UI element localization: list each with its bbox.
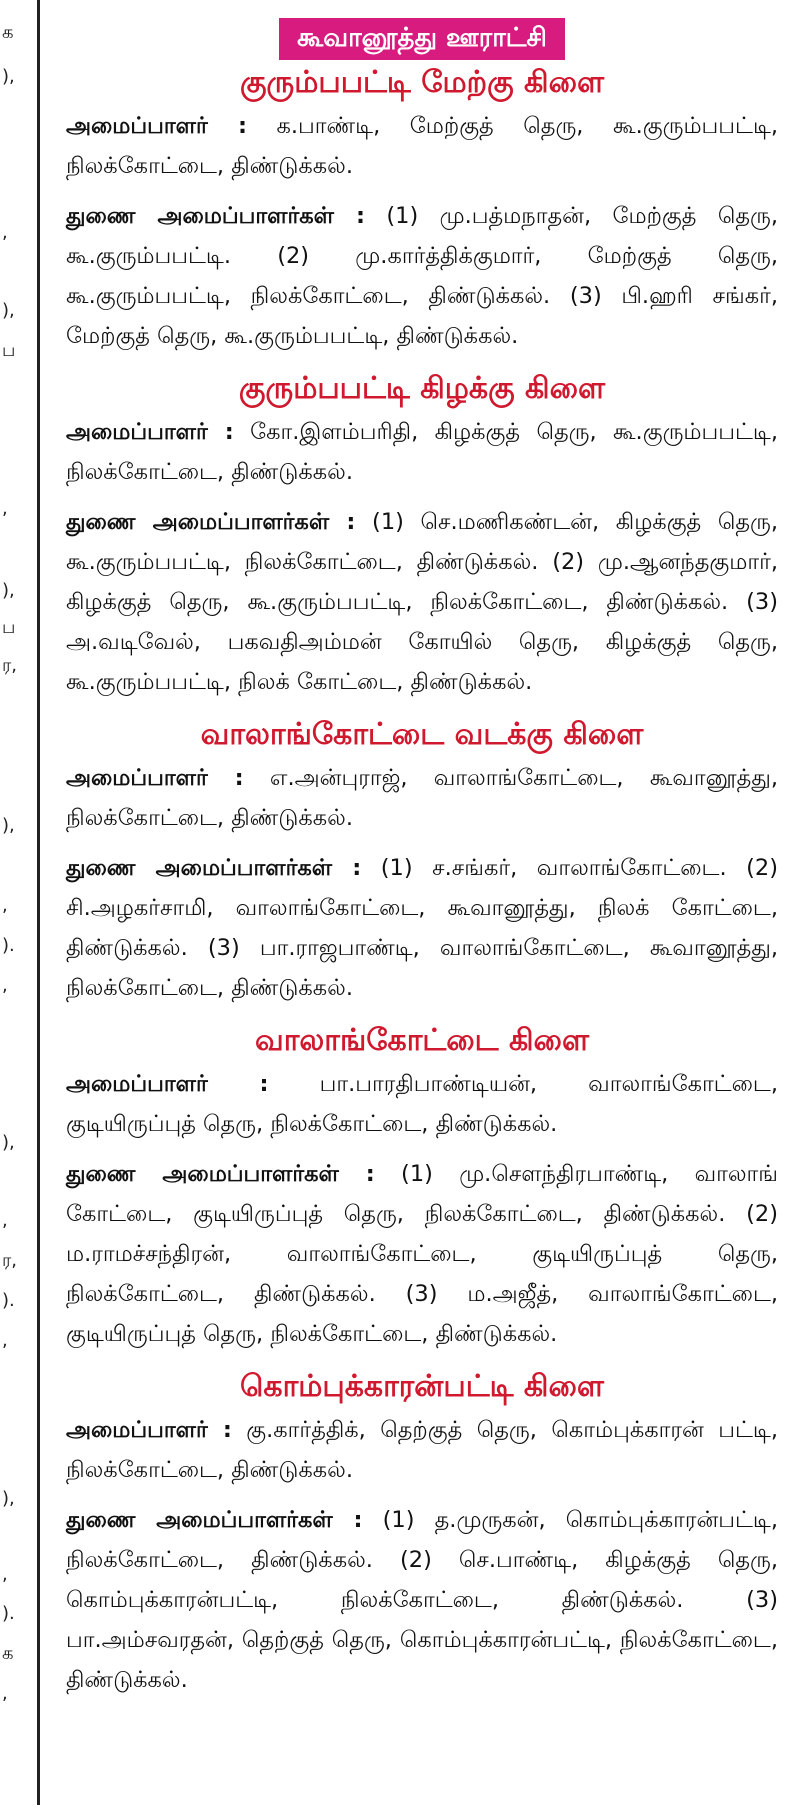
fragment: ).: [2, 1603, 15, 1624]
fragment: ).: [2, 935, 15, 956]
deputy-paragraph: [66, 1500, 778, 1700]
banner-wrap: [66, 18, 778, 60]
organizer-label: அமைப்பாளர் :: [66, 1417, 232, 1443]
fragment: ),: [2, 1132, 15, 1153]
fragment: ப: [2, 617, 16, 638]
organizer-text: க.பாண்டி, மேற்குத் தெரு, கூ.குரும்பபட்டி, நிலக்கோட்டை, திண்டுக்கல்.: [66, 113, 778, 179]
branch-heading: குரும்பபட்டி கிழக்கு கிளை: [238, 371, 606, 406]
fragment: ,: [2, 975, 8, 996]
fragment: க: [2, 22, 14, 43]
deputy-paragraph: [66, 196, 778, 356]
organizer-paragraph: [66, 1410, 778, 1490]
organizer-paragraph: [66, 412, 778, 492]
fragment: ).: [2, 1290, 15, 1311]
organizer-paragraph: [66, 758, 778, 838]
branch-heading: வாலாங்கோட்டை கிளை: [254, 1023, 590, 1058]
fragment: ),: [2, 66, 15, 87]
fragment: ,: [2, 1683, 8, 1704]
fragment: ),: [2, 300, 15, 321]
organizer-text: கோ.இளம்பரிதி, கிழக்குத் தெரு, கூ.குரும்பபட்டி, நிலக்கோட்டை, திண்டுக்கல்.: [66, 419, 778, 485]
branch-section: [66, 60, 778, 356]
deputy-text: (1) த.முருகன், கொம்புக்காரன்பட்டி, நிலக்கோட்டை, திண்டுக்கல். (2) செ.பாண்டி, கிழக்குத் தெரு, கொம்புக்காரன்பட்டி, நிலக்கோட்டை, திண்டுக்கல். (3) பா.அம்சவரதன், தெற்குத் தெரு, கொம்புக்காரன்பட்டி, நிலக்கோட்டை, திண்டுக்கல்.: [66, 1507, 778, 1693]
fragment: ),: [2, 815, 15, 836]
deputy-text: (1) ச.சங்கர், வாலாங்கோட்டை. (2) சி.அழகர்சாமி, வாலாங்கோட்டை, கூவானூத்து, நிலக் கோட்டை, திண்டுக்கல். (3) பா.ராஜபாண்டி, வாலாங்கோட்டை, கூவானூத்து, நிலக்கோட்டை, திண்டுக்கல்.: [66, 855, 778, 1001]
branch-heading: கொம்புக்காரன்பட்டி கிளை: [240, 1369, 604, 1404]
fragment: ,: [2, 1564, 8, 1585]
deputy-text: (1) மு.பத்மநாதன், மேற்குத் தெரு, கூ.குரும்பபட்டி. (2) மு.கார்த்திக்குமார், மேற்குத் தெரு, கூ.குரும்பபட்டி, நிலக்கோட்டை, திண்டுக்கல். (3) பி.ஹரி சங்கர், மேற்குத் தெரு, கூ.குரும்பபட்டி, திண்டுக்கல்.: [66, 203, 778, 349]
deputy-text: (1) செ.மணிகண்டன், கிழக்குத் தெரு, கூ.குரும்பபட்டி, நிலக்கோட்டை, திண்டுக்கல். (2) மு.ஆனந்தகுமார், கிழக்குத் தெரு, கூ.குரும்பபட்டி, நிலக்கோட்டை, திண்டுக்கல். (3) அ.வடிவேல், பகவதிஅம்மன் கோயில் தெரு, கிழக்குத் தெரு, கூ.குரும்பபட்டி, நிலக் கோட்டை, திண்டுக்கல்.: [66, 509, 778, 695]
organizer-label: அமைப்பாளர் :: [66, 419, 234, 445]
fragment: ,: [2, 895, 8, 916]
organizer-label: அமைப்பாளர் :: [66, 113, 247, 139]
deputy-text: (1) மு.செளந்திரபாண்டி, வாலாங் கோட்டை, குடியிருப்புத் தெரு, நிலக்கோட்டை, திண்டுக்கல். (2) ம.ராமச்சந்திரன், வாலாங்கோட்டை, குடியிருப்புத் தெரு, நிலக்கோட்டை, திண்டுக்கல். (3) ம.அஜீத், வாலாங்கோட்டை, குடியிருப்புத் தெரு, நிலக்கோட்டை, திண்டுக்கல்.: [66, 1161, 778, 1347]
branch-section: [66, 1018, 778, 1354]
branch-section: [66, 366, 778, 702]
fragment: ,: [2, 1330, 8, 1351]
column-divider: [37, 0, 40, 1805]
deputy-label: துணை அமைப்பாளர்கள் :: [66, 855, 362, 881]
organizer-paragraph: [66, 1064, 778, 1144]
deputy-paragraph: [66, 848, 778, 1008]
fragment: ),: [2, 1488, 15, 1509]
organizer-text: பா.பாரதிபாண்டியன், வாலாங்கோட்டை, குடியிருப்புத் தெரு, நிலக்கோட்டை, திண்டுக்கல்.: [66, 1071, 778, 1137]
fragment: ),: [2, 580, 15, 601]
panchayat-banner: கூவானூத்து ஊராட்சி: [279, 18, 565, 60]
fragment: ,: [2, 222, 8, 243]
deputy-paragraph: [66, 1154, 778, 1354]
branch-heading: குரும்பபட்டி மேற்கு கிளை: [239, 65, 605, 100]
branch-section: [66, 712, 778, 1008]
fragment: ர,: [2, 1250, 18, 1271]
fragment: ,: [2, 1210, 8, 1231]
branch-heading: வாலாங்கோட்டை வடக்கு கிளை: [200, 717, 644, 752]
deputy-paragraph: [66, 502, 778, 702]
deputy-label: துணை அமைப்பாளர்கள் :: [66, 509, 356, 535]
organizer-label: அமைப்பாளர் :: [66, 1071, 269, 1097]
fragment: க: [2, 1643, 14, 1664]
deputy-label: துணை அமைப்பாளர்கள் :: [66, 203, 365, 229]
branch-section: [66, 1364, 778, 1700]
fragment: ப: [2, 340, 16, 361]
organizer-text: கு.கார்த்திக், தெற்குத் தெரு, கொம்புக்காரன் பட்டி, நிலக்கோட்டை, திண்டுக்கல்.: [66, 1417, 778, 1483]
adjacent-column-fragments: [0, 0, 30, 1805]
organizer-text: எ.அன்புராஜ், வாலாங்கோட்டை, கூவானூத்து, நிலக்கோட்டை, திண்டுக்கல்.: [66, 765, 778, 831]
fragment: ,: [2, 498, 8, 519]
organizer-label: அமைப்பாளர் :: [66, 765, 244, 791]
article-column: [66, 0, 778, 1710]
organizer-paragraph: [66, 106, 778, 186]
deputy-label: துணை அமைப்பாளர்கள் :: [66, 1507, 363, 1533]
fragment: ர,: [2, 655, 18, 676]
deputy-label: துணை அமைப்பாளர்கள் :: [66, 1161, 375, 1187]
